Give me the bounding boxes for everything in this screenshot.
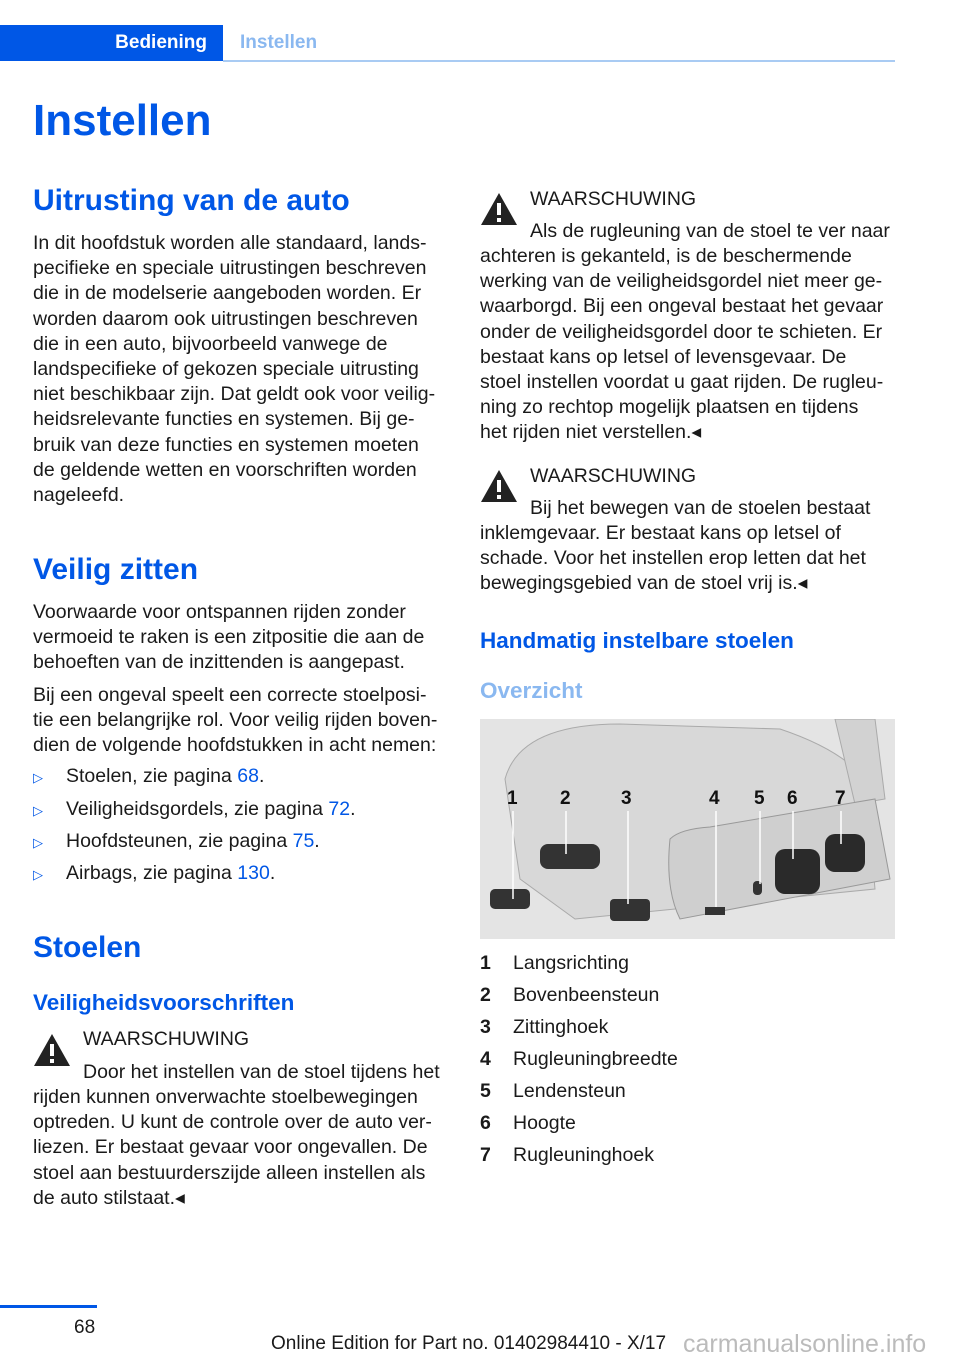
page-number: 68 — [74, 1317, 96, 1338]
warning-text: Door het instellen van de stoel tijdens het — [83, 1061, 440, 1083]
warning-icon — [480, 469, 518, 503]
list-item: ▷ Airbags, zie pagina 130. — [33, 862, 276, 884]
tab-instellen[interactable]: Instellen — [240, 32, 318, 53]
page-title: Instellen — [33, 96, 212, 145]
heading-handmatig: Handmatig instelbare stoelen — [480, 628, 794, 653]
heading-overzicht: Overzicht — [480, 678, 583, 703]
warning-text: achteren is gekanteld, is de beschermende werking van de veiligheidsgordel niet meer ge- waarborgd. Bij een ongeval bestaat het gevaar onder de veiligheidsgordel door te schieten. Er bestaat kans op letsel of levensgevaar. De stoel instellen voordat u gaat rijden. De rugleu- ning zo rechtop mogelijk plaatsen en tijdens het rijden niet verstellen.◂ — [480, 245, 884, 444]
warning-icon — [33, 1033, 71, 1067]
warning-label: WAARSCHUWING — [530, 188, 697, 210]
callout-5: 5 — [754, 788, 765, 809]
bullet-triangle-icon: ▷ — [33, 867, 43, 882]
heading-veilig-zitten: Veilig zitten — [33, 553, 199, 586]
list-item: ▷ Veiligheidsgordels, zie pagina 72. — [33, 798, 356, 820]
seat-illustration — [480, 719, 895, 939]
page-link[interactable]: 68 — [237, 765, 259, 787]
page-link[interactable]: 130 — [237, 862, 270, 884]
paragraph-veilig-1: Voorwaarde voor ontspannen rijden zonder vermoeid te raken is een zitpositie die aan de behoeften van de inzittenden is aangepast. — [33, 601, 425, 674]
tab-bediening[interactable]: Bediening — [0, 25, 223, 61]
watermark: carmanualsonline.info — [683, 1330, 927, 1358]
bullet-triangle-icon: ▷ — [33, 835, 43, 850]
page-link[interactable]: 75 — [292, 830, 315, 852]
callout-4: 4 — [709, 788, 720, 809]
warning-text: Als de rugleuning van de stoel te ver naar — [530, 220, 890, 242]
callout-3: 3 — [621, 788, 632, 809]
bullet-triangle-icon: ▷ — [33, 770, 43, 785]
warning-text: Bij het bewegen van de stoelen bestaat — [530, 497, 871, 519]
warning-label: WAARSCHUWING — [83, 1028, 250, 1050]
legend-item: 6 Hoogte — [480, 1112, 576, 1134]
page-link[interactable]: 72 — [328, 798, 351, 820]
warning-text: inklemgevaar. Er bestaat kans op letsel of schade. Voor het instellen erop letten dat het bewegingsgebied van de stoel vrij is.◂ — [480, 522, 866, 595]
paragraph-veilig-2: Bij een ongeval speelt een correcte stoelposi- tie een belangrijke rol. Voor veilig rijden boven- dien de volgende hoofdstukken in acht nemen: — [33, 684, 438, 757]
legend-item: 5 Lendensteun — [480, 1080, 626, 1102]
heading-veiligheidsvoorschriften: Veiligheidsvoorschriften — [33, 990, 295, 1015]
callout-6: 6 — [787, 788, 798, 809]
footer-edition: Online Edition for Part no. 01402984410 - X/17 — [271, 1333, 667, 1354]
heading-stoelen: Stoelen — [33, 931, 142, 964]
legend-item: 3 Zittinghoek — [480, 1016, 609, 1038]
footer-rule — [0, 1305, 97, 1308]
bullet-triangle-icon: ▷ — [33, 803, 43, 818]
paragraph-uitrusting: In dit hoofdstuk worden alle standaard, lands- pecifieke en speciale uitrustingen beschreven die in de modelserie aangeboden worden. Er worden daarom ook uitrustingen beschreven die in een auto, bijvoorbeeld vanwege de landspecifieke of gekozen speciale uitrusting niet beschikbaar zijn. Dat geldt ook voor veilig- heidsrelevante functies en systemen. Bij ge- bruik van deze functies en systemen moeten de geldende wetten en voorschriften worden nageleefd. — [33, 232, 436, 507]
legend-item: 1 Langsrichting — [480, 952, 629, 974]
list-item: ▷ Stoelen, zie pagina 68. — [33, 765, 265, 787]
legend-item: 4 Rugleuningbreedte — [480, 1048, 678, 1070]
header-divider — [223, 60, 895, 62]
heading-uitrusting: Uitrusting van de auto — [33, 184, 350, 217]
warning-label: WAARSCHUWING — [530, 465, 697, 487]
warning-text: rijden kunnen onverwachte stoelbewegingen optreden. U kunt de controle over de auto ver- liezen. Er bestaat gevaar voor ongevallen. De stoel aan bestuurderszijde alleen instellen als de auto stilstaat.◂ — [33, 1086, 432, 1209]
list-item: ▷ Hoofdsteunen, zie pagina 75. — [33, 830, 320, 852]
legend-item: 7 Rugleuninghoek — [480, 1144, 654, 1166]
legend-item: 2 Bovenbeensteun — [480, 984, 660, 1006]
callout-7: 7 — [835, 788, 846, 809]
callout-2: 2 — [560, 788, 571, 809]
callout-1: 1 — [507, 788, 518, 809]
warning-icon — [480, 192, 518, 226]
